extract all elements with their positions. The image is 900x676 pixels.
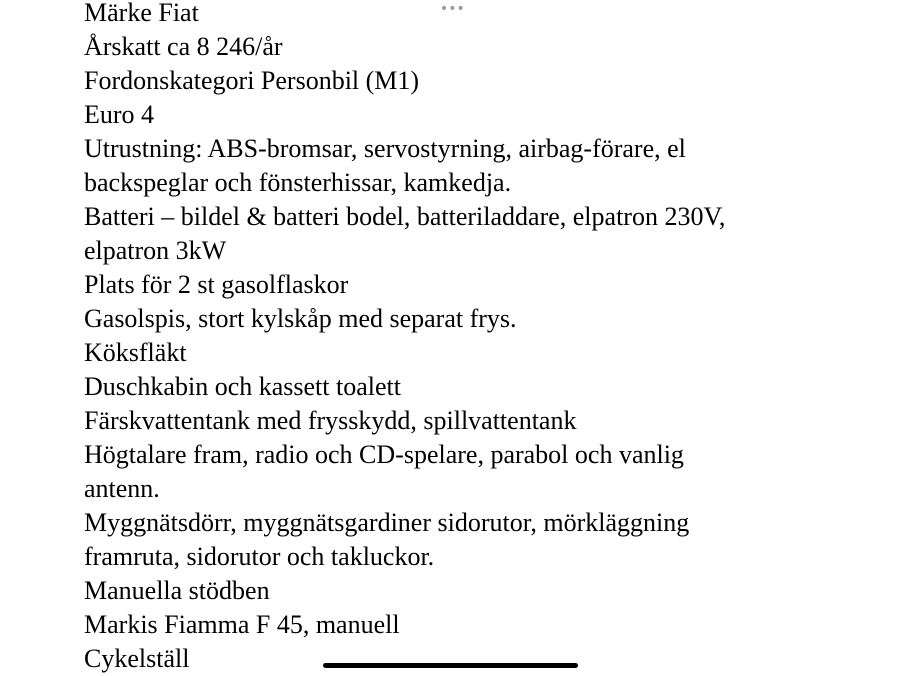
text-line: Fordonskategori Personbil (M1) [84, 66, 420, 95]
text-line: Högtalare fram, radio och CD-spelare, parabol och vanlig [84, 440, 684, 469]
more-options-icon[interactable]: ••• [440, 1, 465, 17]
text-line: Märke Fiat [84, 0, 199, 27]
text-line: Årskatt ca 8 246/år [84, 32, 283, 61]
text-line: Cykelställ [84, 644, 190, 673]
text-line: framruta, sidorutor och takluckor. [84, 542, 435, 571]
text-line: Färskvattentank med frysskydd, spillvattentank [84, 406, 577, 435]
text-line: backspeglar och fönsterhissar, kamkedja. [84, 168, 512, 197]
document-body [84, 0, 844, 676]
text-line: Plats för 2 st gasolflaskor [84, 270, 349, 299]
text-line: Köksfläkt [84, 338, 187, 367]
text-line: Gasolspis, stort kylskåp med separat frys. [84, 304, 517, 333]
text-line: elpatron 3kW [84, 236, 227, 265]
text-line: Utrustning: ABS-bromsar, servostyrning, airbag-förare, el [84, 134, 686, 163]
text-line: Manuella stödben [84, 576, 270, 605]
text-line: Euro 4 [84, 100, 155, 129]
text-line: Batteri – bildel & batteri bodel, batteriladdare, elpatron 230V, [84, 202, 726, 231]
text-line: Duschkabin och kassett toalett [84, 372, 401, 401]
text-line: Markis Fiamma F 45, manuell [84, 610, 400, 639]
text-line: antenn. [84, 474, 160, 503]
text-line: Myggnätsdörr, myggnätsgardiner sidorutor, mörkläggning [84, 508, 690, 537]
home-indicator[interactable] [323, 663, 578, 668]
